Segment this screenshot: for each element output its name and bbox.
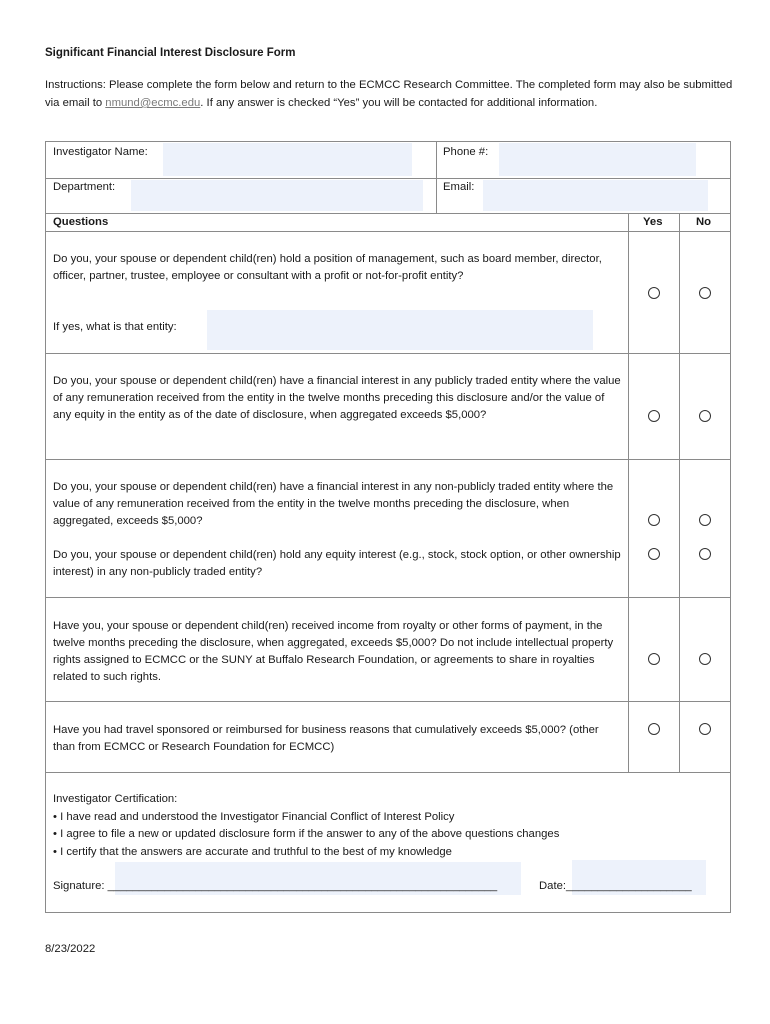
certification-block: [53, 791, 559, 861]
department-label: Department:: [53, 181, 116, 193]
certification-item: • I certify that the answers are accurate and truthful to the best of my knowledge: [53, 845, 452, 858]
q2-no-radio[interactable]: [699, 410, 711, 422]
table-border-left: [45, 141, 46, 913]
certification-heading: Investigator Certification:: [53, 793, 178, 805]
yes-header: Yes: [643, 216, 663, 228]
investigator-name-input[interactable]: [163, 143, 412, 176]
department-input[interactable]: [131, 180, 423, 211]
email-link[interactable]: nmund@ecmc.edu: [105, 97, 201, 109]
instructions-text-end: . If any answer is checked “Yes” you will be contacted for additional information.: [200, 97, 598, 109]
q4-yes-radio[interactable]: [648, 653, 660, 665]
questions-header: Questions: [53, 216, 109, 228]
question-2: Do you, your spouse or dependent child(ren) have a financial interest in any publicly traded entity where the value of any remuneration received from the entity in the twelve months preceding this disclosure and/or the value of any equity in the entity as of the date of disclosure, when aggregated exceeds $5,000?: [53, 375, 621, 421]
question-3a: Do you, your spouse or dependent child(ren) have a financial interest in any non-publicly traded entity where the value of any remuneration received from the entity in the twelve months preceding the disclosure, when aggregated, exceeds $5,000?: [53, 481, 614, 527]
q1-no-radio[interactable]: [699, 287, 711, 299]
table-border-right: [730, 141, 731, 913]
table-divider: [45, 772, 731, 773]
email-label: Email:: [443, 181, 475, 193]
table-divider: [436, 141, 437, 213]
q5-no-radio[interactable]: [699, 723, 711, 735]
q2-yes-radio[interactable]: [648, 410, 660, 422]
entity-input[interactable]: [207, 310, 593, 350]
q3b-yes-radio[interactable]: [648, 548, 660, 560]
phone-label: Phone #:: [443, 146, 489, 158]
q3b-no-radio[interactable]: [699, 548, 711, 560]
question-4: Have you, your spouse or dependent child(ren) received income from royalty or other forms of payment, in the twelve months preceding the disclosure, when aggregated, exceeds $5,000? Do not include intellectual property rights assigned to ECMCC or the SUNY at Buffalo Research Foundation, or agreements to share in royalties related to such rights.: [53, 620, 614, 683]
table-border-bottom: [45, 912, 731, 913]
table-border-top: [45, 141, 731, 142]
q3a-yes-radio[interactable]: [648, 514, 660, 526]
date-label: Date:____________________: [539, 880, 692, 892]
instructions-text: Instructions: Please complete the form below and return to the ECMCC Research Committee. The completed form may also be submitted via email to: [45, 79, 733, 109]
q5-yes-radio[interactable]: [648, 723, 660, 735]
table-divider: [45, 178, 731, 179]
phone-input[interactable]: [499, 143, 696, 176]
footer-date: 8/23/2022: [45, 943, 96, 955]
table-divider: [679, 213, 680, 772]
table-divider: [628, 213, 629, 772]
question-1-followup-label: If yes, what is that entity:: [53, 321, 177, 333]
question-1: Do you, your spouse or dependent child(ren) hold a position of management, such as board member, director, officer, partner, trustee, employee or consultant with a profit or not-for-profit entity?: [53, 253, 602, 282]
investigator-name-label: Investigator Name:: [53, 146, 148, 158]
q4-no-radio[interactable]: [699, 653, 711, 665]
instructions: [45, 76, 735, 112]
signature-label: Signature: ______________________________________________________________: [53, 880, 498, 892]
form-title: Significant Financial Interest Disclosure Form: [45, 47, 296, 59]
question-3b: Do you, your spouse or dependent child(ren) hold any equity interest (e.g., stock, stock option, or other ownership interest) in any non-publicly traded entity?: [53, 549, 621, 578]
email-input[interactable]: [483, 180, 708, 211]
question-5: Have you had travel sponsored or reimbursed for business reasons that cumulatively exceeds $5,000? (other than from ECMCC or Research Foundation for ECMCC): [53, 724, 599, 753]
q3a-no-radio[interactable]: [699, 514, 711, 526]
certification-item: • I have read and understood the Investigator Financial Conflict of Interest Policy: [53, 810, 455, 823]
certification-item: • I agree to file a new or updated disclosure form if the answer to any of the above questions changes: [53, 828, 560, 840]
no-header: No: [696, 216, 712, 228]
q1-yes-radio[interactable]: [648, 287, 660, 299]
